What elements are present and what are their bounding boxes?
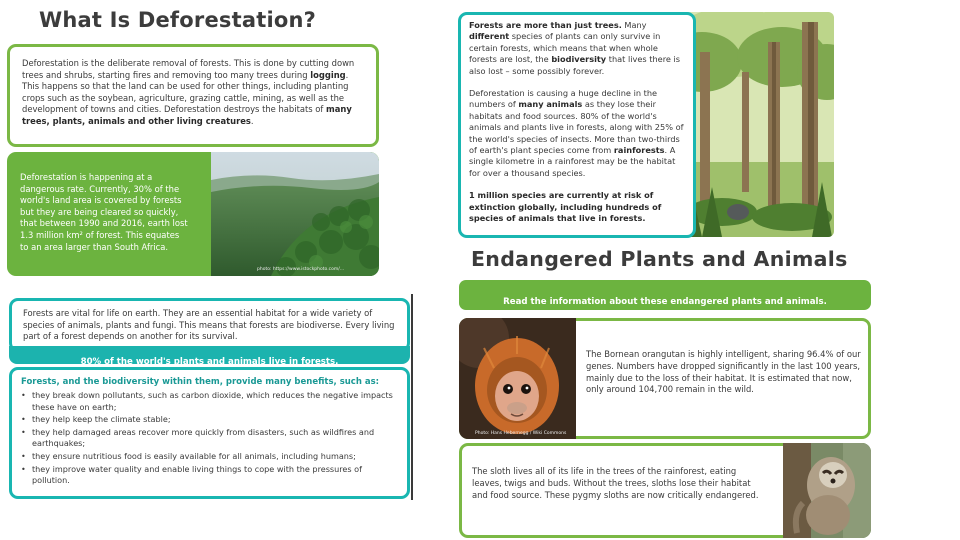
rate-text: Deforestation is happening at a dangerous rate. Currently, 30% of the world's land area is covered by forests but they are being cleared so quickly, that between 1990 and 2016, earth lost 1.3 million km² of forest. This equates to an area larger than South Africa. bbox=[20, 172, 188, 252]
trees-info-box bbox=[458, 12, 696, 238]
vital-banner bbox=[9, 346, 410, 367]
orangutan-text: The Bornean orangutan is highly intelligent, sharing 96.4% of our genes. Numbers have dropped significantly in the last 100 years, mainly due to the loss of their habitat. It is estimated that now, only around 104,700 remain in the wild. bbox=[586, 349, 861, 395]
forest-photo bbox=[211, 152, 379, 276]
benefits-list bbox=[21, 390, 399, 486]
page-title: What Is Deforestation? bbox=[39, 8, 317, 32]
list-item: • they help damaged areas recover more quickly from disasters, such as wildfires and earthquakes; bbox=[21, 427, 399, 450]
sloth-photo bbox=[783, 443, 871, 538]
forest-illustration bbox=[682, 12, 834, 237]
intro-text: Deforestation is the deliberate removal of forests. This is done by cutting down trees and shrubs, starting fires and removing too many trees during logging. This happens so that the land can be used for other things, including planting crops such as the soybean, agriculture, grazing cattle, mining, as well as the development of towns and cities. Deforestation destroys the habitats of many trees, plants, animals and other living creatures. bbox=[22, 58, 355, 126]
benefits-box bbox=[9, 367, 410, 499]
instruction-text: Read the information about these endangered plants and animals. bbox=[503, 297, 827, 307]
trees-paragraph-1: Forests are more than just trees. Many different species of plants can only survive in certain forests, which means that when whole forests are lost, the biodiversity that lives there is also lost – some possibly forever. bbox=[469, 20, 681, 76]
trees-paragraph-2: Deforestation is causing a huge decline in the numbers of many animals as they lose their habitats and food sources. 80% of the world's animals and plants live in forests, along with 25% of the world's species of insects. More than two-thirds of earth's plant species come from rainforests. A single kilometre in a rainforest may be the habitat for over a thousand species. bbox=[469, 88, 684, 178]
vital-banner-text: 80% of the world's plants and animals live in forests. bbox=[80, 357, 339, 367]
endangered-title: Endangered Plants and Animals bbox=[471, 247, 848, 271]
vital-edge-line bbox=[411, 294, 413, 500]
vital-box bbox=[9, 298, 410, 352]
photo-credit: photo: https://www.istockphoto.com/... bbox=[257, 267, 345, 272]
list-item: • they ensure nutritious food is easily available for all animals, including humans; bbox=[21, 451, 399, 462]
rate-box bbox=[7, 152, 379, 276]
list-item: • they improve water quality and enable living things to cope with the pressures of pollution. bbox=[21, 464, 399, 487]
trees-paragraph-3: 1 million species are currently at risk of extinction globally, including hundreds of species of animals that live in forests. bbox=[469, 190, 662, 224]
vital-text: Forests are vital for life on earth. They are an essential habitat for a wide variety of species of animals, plants and fungi. This means that forests are biodiverse. Every living part of a forest depends on another for its survival. bbox=[23, 308, 395, 342]
benefits-heading: Forests, and the biodiversity within them, provide many benefits, such as: bbox=[21, 377, 380, 387]
list-item: • they break down pollutants, such as carbon dioxide, which reduces the negative impacts these have on earth; bbox=[21, 390, 399, 413]
intro-box bbox=[7, 44, 379, 147]
orangutan-photo bbox=[459, 318, 576, 439]
list-item: • they help keep the climate stable; bbox=[21, 414, 399, 425]
orangutan-credit: Photo: Hans Hebernegg / Wiki Commons bbox=[475, 431, 567, 436]
sloth-text: The sloth lives all of its life in the trees of the rainforest, eating leaves, twigs and buds. Without the trees, sloths lose their habitat and food source. These pygmy sloths are now critically endangered. bbox=[472, 466, 759, 500]
instruction-banner bbox=[459, 280, 871, 310]
